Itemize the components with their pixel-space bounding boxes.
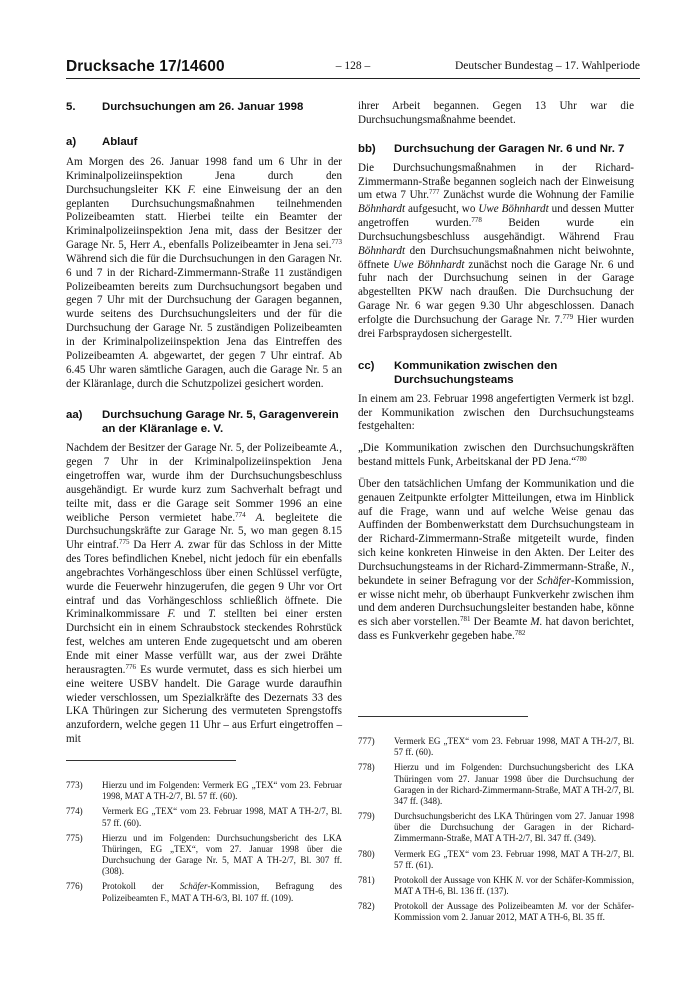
footnotes-left (66, 780, 342, 908)
footnote: 774) Vermerk EG „TEX“ vom 23. Februar 1998, MAT A TH-2/7, Bl. 57 ff. (60). (66, 806, 342, 828)
left-column (66, 100, 342, 747)
footnote-divider-right (358, 716, 528, 717)
paragraph-garage-5: Nachdem der Besitzer der Garage Nr. 5, der Polizeibeamte A., gegen 7 Uhr in der Kriminalpolizeiinspektion Jena eingetroffen war, wurde ihm der Durchsuchungsbeschluss ausgehändigt. Er wurde kurz zum Sachverhalt befragt und teilte mit, dass er die Garage seit Sommer 1996 an eine weibliche Person vermietet habe.$^{774}$ A. begleitete die Durchsuchungskräfte zur Garage Nr. 5, wo man gegen 8.15 Uhr eintraf.$^{775}$ Da Herr A. zwar für das Schloss in der Mitte des Tores befindlichen Knebel, nicht jedoch für ein ebenfalls angebrachtes Vorhängeschloss über einen Schlüssel verfügte, wurde die Feuerwehr hinzugerufen, die gegen 9 Uhr vor Ort eintraf und das Vorhängeschloss schließlich öffnete. Die Kriminalkommissare F. und T. stellten bei einer ersten Durchsicht ein in einem Schraubstock steckendes Rohrstück fest, welches am unteren Ende zugequetscht und am oberen Ende mit einer Masse verfüllt war, aus der zwei Drähte herausragten.$^{776}$ Es wurde vermutet, dass es sich hierbei um eine weitere USBV handelt. Die Garage wurde daraufhin wieder verschlossen, um Spezialkräfte des Dezernats 33 des LKA Thüringen zur Sicherung des vermuteten Sprengstoffs anzufordern, welche gegen 11 Uhr – aus Erfurt eingetroffen – mit (66, 442, 342, 746)
page-header (66, 56, 640, 79)
footnote: 778) Hierzu und im Folgenden: Durchsuchungsbericht des LKA Thüringen vom 27. Januar 1998 über die Durchsuchung der Garagen in der Richard-Zimmermann-Straße, MAT A TH-2/7, Bl. 347 ff. (348). (358, 762, 634, 806)
footnote-ref[interactable]: 776 (125, 662, 136, 671)
footnote: 773) Hierzu und im Folgenden: Vermerk EG „TEX“ vom 23. Februar 1998, MAT A TH-2/7, Bl. 57 ff. (60). (66, 780, 342, 802)
footnote: 781) Protokoll der Aussage von KHK N. vor der Schäfer-Kommission, MAT A TH-6, Bl. 136 ff. (137). (358, 874, 635, 896)
footnote-ref[interactable]: 779 (562, 312, 574, 321)
footnote-ref[interactable]: 774 (235, 510, 246, 519)
page-number: – 128 – (335, 60, 371, 72)
right-column (358, 100, 634, 644)
footnote: 779) Durchsuchungsbericht des LKA Thüringen vom 27. Januar 1998 über die Durchsuchung der Garagen in der Richard-Zimmermann-Straße, MAT A TH-2/7, Bl. 347 ff. (349). (358, 811, 634, 844)
section-heading-cc: cc) Kommunikation zwischen den Durchsuchungsteams (358, 359, 558, 386)
footnote-divider-left (66, 760, 236, 761)
footnote: 782) Protokoll der Aussage des Polizeibeamten M. vor der Schäfer-Kommission vom 2. Januar 2012, MAT A TH-6, Bl. 35 ff. (358, 901, 635, 923)
footnote-ref[interactable]: 780 (576, 455, 587, 464)
footnote-ref[interactable]: 775 (118, 538, 130, 547)
footnote-ref[interactable]: 781 (460, 615, 471, 624)
section-heading-5: 5. Durchsuchungen am 26. Januar 1998 (66, 101, 304, 113)
paragraph-garagen-6-7: Die Durchsuchungsmaßnahmen in der Richard-Zimmermann-Straße begannen sogleich nach der Einweisung um etwa 7 Uhr.$^{777}$ Zunächst wurde die Wohnung der Familie Böhnhardt aufgesucht, wo Uwe Böhnhardt und dessen Mutter angetroffen wurden.$^{778}$ Beiden wurde ein Durchsuchungsbeschluss ausgehändigt. Während Frau Böhnhardt den Durchsuchungsmaßnahmen nicht beiwohnte, öffnete Uwe Böhnhardt zunächst noch die Garage Nr. 6 und fuhr nach der Durchsuchung seinen in der Garage abgestellten PKW nach draußen. Die Durchsuchung der Garage Nr. 6 war gegen 9.30 Uhr abgeschlossen. Danach erfolgte die Durchsuchung der Garage Nr. 7.$^{779}$ Hier wurden drei Farbspraydosen sichergestellt. (358, 161, 635, 340)
paragraph-kommunikation: In einem am 23. Februar 1998 angefertigten Vermerk ist bzgl. der Kommunikation zwischen den Durchsuchungsteams festgehalten: (358, 392, 634, 433)
paragraph-continuation: ihrer Arbeit begannen. Gegen 13 Uhr war die Durchsuchungsmaßnahme beendet. (358, 100, 634, 126)
footnote-ref[interactable]: 773 (331, 238, 342, 247)
footnote: 775) Hierzu und im Folgenden: Durchsuchungsbericht des LKA Thüringen, EG „TEX“, vom 27. Januar 1998 über die Durchsuchung der Garage Nr. 5, MAT A TH-2/7, Bl. 307 ff. (308). (66, 832, 342, 877)
footnote-ref[interactable]: 782 (514, 629, 526, 638)
block-quote: „Die Kommunikation zwischen den Durchsuchungskräften bestand mittels Funk, Arbeitskanal der PD Jena.“$^{780}$ (358, 442, 634, 469)
publication-title: Deutscher Bundestag – 17. Wahlperiode (454, 60, 640, 72)
footnote: 776) Protokoll der Schäfer-Kommission, Befragung des Polizeibeamten F., MAT A TH-6/3, Bl. 107 ff. (109). (66, 881, 343, 903)
section-heading-bb: bb) Durchsuchung der Garagen Nr. 6 und Nr. 7 (358, 142, 625, 155)
document-number: Drucksache 17/14600 (66, 58, 225, 75)
footnote: 777) Vermerk EG „TEX“ vom 23. Februar 1998, MAT A TH-2/7, Bl. 57 ff. (60). (358, 736, 634, 758)
footnote-ref[interactable]: 777 (429, 188, 440, 197)
footnotes-right (358, 736, 634, 927)
paragraph-ablauf: Am Morgen des 26. Januar 1998 fand um 6 Uhr in der Kriminalpolizeiinspektion Jena durch den Durchsuchungsleiter KK F. eine Einweisung der an den geplanten Durchsuchungsmaßnahmen teilnehmenden Polizeibeamten statt. Hierbei teilte ein Beamter der Kriminalpolizeiinspektion Jena mit, dass der Besitzer der Garage Nr. 5, Herr A., ebenfalls Polizeibeamter in Jena sei.$^{773}$ Während sich die für die Durchsuchungen in den Garagen Nr. 6 und 7 in der Richard-Zimmermann-Straße 11 zuständigen Polizeibeamten bereits zum Durchsuchungsort begaben und gegen 7 Uhr mit der Durchsuchung der Garagen begannen, wurde seitens des Durchsuchungsleiters und der für die Durchsuchung der Garage Nr. 5 zuständigen Polizeibeamten in der Kriminalpolizeiinspektion Jena das Eintreffen des Polizeibeamten A. abgewartet, der gegen 7 Uhr eintraf. Ab 6.45 Uhr waren sämtliche Garagen, auch die Garage Nr. 5 an der Kläranlage, durch die Schutzpolizei gesichert worden. (66, 156, 342, 390)
section-heading-aa: aa) Durchsuchung Garage Nr. 5, Garagenverein an der Kläranlage e. V. (66, 409, 339, 436)
section-heading-a: a) Ablauf (66, 136, 138, 148)
footnote-ref[interactable]: 778 (471, 216, 482, 225)
paragraph-funkverkehr: Über den tatsächlichen Umfang der Kommunikation und die genauen Zeitpunkte erfolgter Mitteilungen, etwa im Hinblick auf die Frage, wann und auf welche Weise genau das Auffinden der Bombenwerkstatt dem Durchsuchungsteam in der Richard-Zimmermann-Straße mitgeteilt wurde, finden sich keine konkreten Hinweise in den Akten. Der Leiter des Durchsuchungsteams in der Richard-Zimmermann-Straße, N., bekundete in seiner Befragung vor der Schäfer-Kommission, er wisse nicht mehr, ob überhaupt Funkverkehr zwischen ihm und dem anderen Durchsuchungsleiter bestanden habe, könne es sich aber vorstellen.$^{781}$ Der Beamte M. hat davon berichtet, dass es Funkverkehr gegeben habe.$^{782}$ (358, 477, 634, 643)
footnote: 780) Vermerk EG „TEX“ vom 23. Februar 1998, MAT A TH-2/7, Bl. 57 ff. (61). (358, 848, 634, 870)
